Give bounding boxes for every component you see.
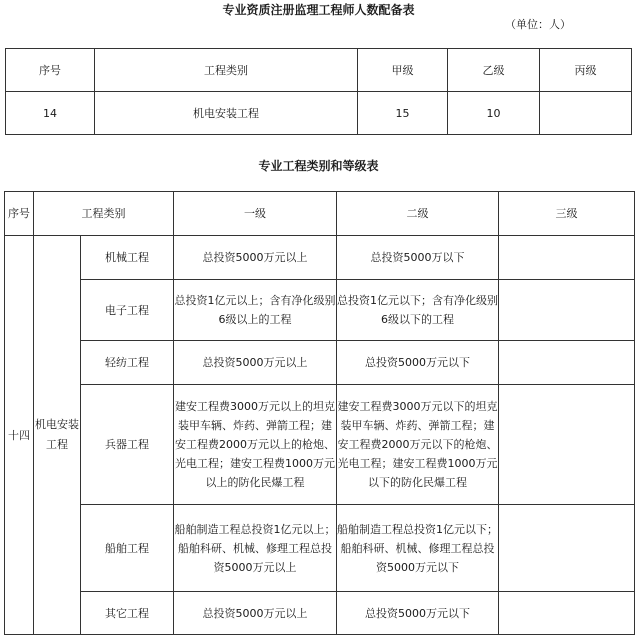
header-seq: 序号 bbox=[6, 49, 95, 92]
cell-level-3 bbox=[499, 236, 635, 280]
table-row bbox=[5, 236, 635, 280]
cell-seq: 14 bbox=[6, 92, 95, 135]
header-category: 工程类别 bbox=[34, 192, 174, 236]
cell-level-1: 船舶制造工程总投资1亿元以上；船舶科研、机械、修理工程总投资5000万元以上 bbox=[174, 505, 337, 592]
cell-grade-a: 15 bbox=[358, 92, 448, 135]
cell-level-2: 船舶制造工程总投资1亿元以下；船舶科研、机械、修理工程总投资5000万元以下 bbox=[337, 505, 499, 592]
cell-level-1: 建安工程费3000万元以上的坦克装甲车辆、炸药、弹箭工程；建安工程费2000万元以上的枪炮、光电工程；建安工程费1000万元以上的防化民爆工程 bbox=[174, 385, 337, 505]
table-row bbox=[5, 505, 635, 592]
cell-level-3 bbox=[499, 341, 635, 385]
cell-level-3 bbox=[499, 280, 635, 341]
cell-level-1: 总投资5000万元以上 bbox=[174, 236, 337, 280]
header-category: 工程类别 bbox=[95, 49, 358, 92]
staffing-table bbox=[5, 48, 632, 135]
cell-level-2: 总投资5000万以下 bbox=[337, 236, 499, 280]
cell-seq: 十四 bbox=[5, 236, 34, 635]
header-grade-b: 乙级 bbox=[448, 49, 540, 92]
cell-sub-category: 船舶工程 bbox=[81, 505, 174, 592]
cell-sub-category: 电子工程 bbox=[81, 280, 174, 341]
table-row bbox=[5, 592, 635, 635]
header-grade-c: 丙级 bbox=[540, 49, 632, 92]
header-grade-a: 甲级 bbox=[358, 49, 448, 92]
cell-level-1: 总投资5000万元以上 bbox=[174, 341, 337, 385]
cell-sub-category: 机械工程 bbox=[81, 236, 174, 280]
cell-level-3 bbox=[499, 592, 635, 635]
cell-level-3 bbox=[499, 385, 635, 505]
cell-sub-category: 其它工程 bbox=[81, 592, 174, 635]
table-row bbox=[5, 341, 635, 385]
header-seq: 序号 bbox=[5, 192, 34, 236]
cell-level-2: 总投资5000万元以下 bbox=[337, 592, 499, 635]
cell-level-2: 总投资1亿元以下；含有净化级别6级以下的工程 bbox=[337, 280, 499, 341]
header-level-3: 三级 bbox=[499, 192, 635, 236]
table1-title: 专业资质注册监理工程师人数配备表 bbox=[222, 3, 415, 17]
cell-category: 机电安装工程 bbox=[95, 92, 358, 135]
unit-label: （单位：人） bbox=[505, 18, 571, 31]
cell-level-1: 总投资5000万元以上 bbox=[174, 592, 337, 635]
grade-table bbox=[4, 191, 635, 635]
cell-grade-c bbox=[540, 92, 632, 135]
cell-level-1: 总投资1亿元以上；含有净化级别6级以上的工程 bbox=[174, 280, 337, 341]
table-row bbox=[5, 280, 635, 341]
cell-grade-b: 10 bbox=[448, 92, 540, 135]
table-header-row bbox=[5, 192, 635, 236]
table-row bbox=[6, 92, 632, 135]
cell-main-category: 机电安装工程 bbox=[34, 236, 81, 635]
table2-title: 专业工程类别和等级表 bbox=[258, 159, 379, 173]
table-row bbox=[5, 385, 635, 505]
cell-level-2: 总投资5000万元以下 bbox=[337, 341, 499, 385]
cell-sub-category: 兵器工程 bbox=[81, 385, 174, 505]
table-header-row bbox=[6, 49, 632, 92]
header-level-2: 二级 bbox=[337, 192, 499, 236]
cell-level-3 bbox=[499, 505, 635, 592]
header-level-1: 一级 bbox=[174, 192, 337, 236]
cell-level-2: 建安工程费3000万元以下的坦克装甲车辆、炸药、弹箭工程；建安工程费2000万元以下的枪炮、光电工程；建安工程费1000万元以下的防化民爆工程 bbox=[337, 385, 499, 505]
cell-sub-category: 轻纺工程 bbox=[81, 341, 174, 385]
